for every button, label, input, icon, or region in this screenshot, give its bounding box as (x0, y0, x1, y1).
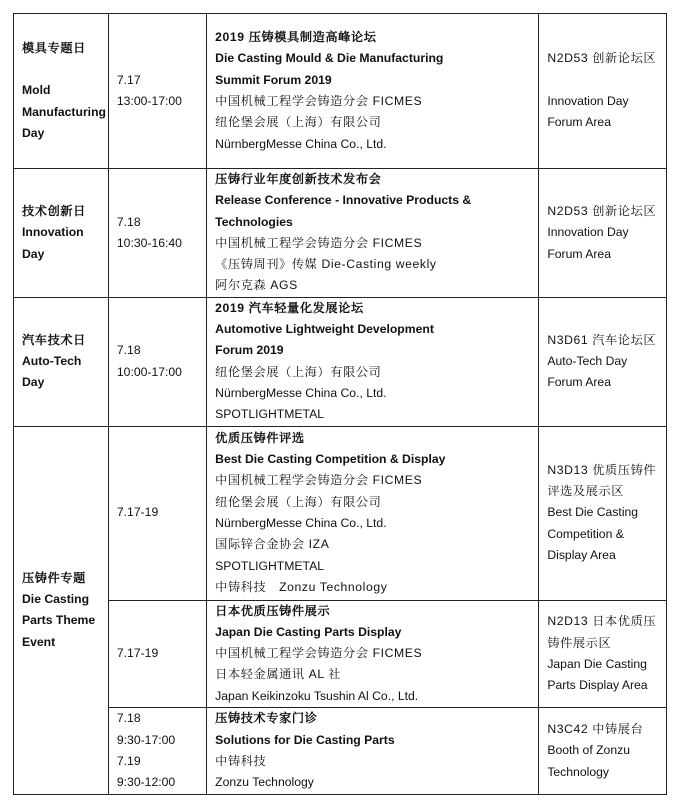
theme-day-en: Parts Theme (22, 613, 96, 628)
event-cell (207, 297, 539, 426)
theme-day-cell (14, 14, 109, 169)
location-line: Parts Display Area (547, 678, 648, 693)
time-cell (108, 169, 206, 298)
theme-day-cell (14, 169, 109, 298)
location-cell (539, 14, 667, 169)
location-line: 铸件展示区 (547, 635, 612, 650)
event-title-cn: 压铸技术专家门诊 (215, 711, 318, 726)
location-cell (539, 708, 667, 795)
location-line: Forum Area (547, 246, 611, 261)
table-row (14, 600, 667, 707)
location-line: Competition & (547, 526, 624, 541)
organizer: 纽伦堡会展（上海）有限公司 (215, 494, 382, 509)
table-row (14, 708, 667, 795)
table-row (14, 14, 667, 169)
location-line: Forum Area (547, 375, 611, 390)
location-line: N2D13 日本优质压 (547, 614, 657, 629)
theme-day-en: Event (22, 634, 56, 649)
location-cell (539, 297, 667, 426)
time-cell (108, 14, 206, 169)
location-line: N2D53 创新论坛区 (547, 51, 657, 66)
location-line: N3D13 优质压铸件 (547, 462, 657, 477)
location-line: Booth of Zonzu (547, 743, 630, 758)
event-cell (207, 708, 539, 795)
event-date: 7.18 (116, 214, 141, 229)
event-title-cn: 压铸行业年度创新技术发布会 (215, 172, 382, 186)
location-line: N3D61 汽车论坛区 (547, 332, 657, 347)
event-title-en: Release Conference - Innovative Products & (215, 193, 472, 208)
event-title-en: Japan Die Casting Parts Display (215, 624, 402, 639)
event-title-en: Automotive Lightweight Development (215, 322, 434, 337)
event-time: 13:00-17:00 (116, 94, 182, 108)
organizer: NürnbergMesse China Co., Ltd. (215, 516, 387, 531)
organizer: SPOTLIGHTMETAL (215, 558, 324, 573)
table-row (14, 426, 667, 600)
theme-day-en: Day (22, 246, 45, 261)
event-date: 7.18 (116, 711, 141, 726)
event-title-en: Technologies (215, 214, 293, 229)
organizer: NürnbergMesse China Co., Ltd. (215, 136, 387, 151)
organizer: 中铸科技 Zonzu Technology (215, 579, 388, 594)
theme-day-cell (14, 297, 109, 426)
location-line: N2D53 创新论坛区 (547, 203, 657, 218)
event-time: 9:30-12:00 (116, 775, 176, 790)
event-title-en: Best Die Casting Competition & Display (215, 452, 446, 467)
organizer: 纽伦堡会展（上海）有限公司 (215, 115, 382, 130)
organizer: 日本轻金属通讯 AL 社 (215, 667, 342, 682)
event-date: 7.19 (116, 754, 141, 769)
event-time: 10:30-16:40 (116, 235, 182, 250)
event-time: 9:30-17:00 (116, 732, 176, 747)
event-title-en: Solutions for Die Casting Parts (215, 732, 395, 747)
organizer: 中国机械工程学会铸造分会 FICMES (215, 646, 423, 661)
theme-day-en: Innovation (22, 225, 84, 240)
location-line: Display Area (547, 548, 616, 562)
theme-day-cell (14, 426, 109, 794)
organizer: 阿尔克森 AGS (215, 278, 298, 293)
organizer: NürnbergMesse China Co., Ltd. (215, 385, 387, 400)
organizer: 中国机械工程学会铸造分会 FICMES (215, 94, 423, 108)
time-cell (108, 600, 206, 707)
theme-day-en: Manufacturing (22, 104, 106, 119)
location-line: Best Die Casting (547, 505, 639, 520)
theme-day-cn: 技术创新日 (22, 203, 86, 218)
organizer: 中铸科技 (215, 754, 267, 769)
event-cell (207, 14, 539, 169)
organizer: Zonzu Technology (215, 775, 314, 790)
theme-day-en: Day (22, 375, 45, 390)
location-cell (539, 169, 667, 298)
table-row (14, 169, 667, 298)
event-date: 7.17 (116, 72, 141, 87)
location-line: Innovation Day (547, 225, 629, 240)
time-cell (108, 426, 206, 600)
location-line: Innovation Day (547, 94, 629, 108)
event-title-en: Die Casting Mould & Die Manufacturing (215, 51, 444, 66)
location-line: Technology (547, 764, 609, 779)
event-cell (207, 426, 539, 600)
organizer: 纽伦堡会展（上海）有限公司 (215, 364, 382, 379)
location-cell (539, 426, 667, 600)
organizer: 中国机械工程学会铸造分会 FICMES (215, 473, 423, 488)
theme-day-en: Die Casting (22, 592, 90, 606)
theme-day-en: Auto-Tech (22, 354, 82, 369)
location-line: Auto-Tech Day (547, 354, 628, 369)
organizer: 中国机械工程学会铸造分会 FICMES (215, 235, 423, 250)
location-line: Forum Area (547, 115, 611, 130)
theme-day-en: Day (22, 125, 45, 140)
location-line: 评选及展示区 (547, 484, 625, 499)
event-cell (207, 169, 539, 298)
location-line: Japan Die Casting (547, 656, 647, 671)
event-title-cn: 2019 汽车轻量化发展论坛 (215, 300, 364, 315)
event-schedule-table (13, 13, 667, 795)
event-title-cn: 日本优质压铸件展示 (215, 603, 331, 618)
event-time: 10:00-17:00 (116, 364, 182, 379)
event-cell (207, 600, 539, 707)
event-date: 7.17-19 (116, 646, 159, 661)
time-cell (108, 297, 206, 426)
theme-day-cn: 压铸件专题 (22, 570, 86, 585)
time-cell (108, 708, 206, 795)
event-title-cn: 优质压铸件评选 (215, 430, 305, 445)
organizer: 国际锌合金协会 IZA (215, 537, 330, 552)
location-cell (539, 600, 667, 707)
event-title-en: Summit Forum 2019 (215, 72, 332, 87)
organizer: 《压铸周刊》传媒 Die-Casting weekly (215, 257, 437, 272)
organizer: Japan Keikinzoku Tsushin Al Co., Ltd. (215, 688, 419, 703)
theme-day-cn: 汽车技术日 (22, 332, 86, 347)
location-line: N3C42 中铸展台 (547, 722, 644, 737)
organizer: SPOTLIGHTMETAL (215, 407, 324, 422)
event-title-cn: 2019 压铸模具制造高峰论坛 (215, 30, 377, 45)
theme-day-en: Mold (22, 83, 51, 98)
event-date: 7.17-19 (116, 505, 159, 520)
theme-day-cn: 模具专题日 (22, 40, 86, 55)
table-row (14, 297, 667, 426)
event-title-en: Forum 2019 (215, 343, 284, 358)
event-date: 7.18 (116, 343, 141, 358)
